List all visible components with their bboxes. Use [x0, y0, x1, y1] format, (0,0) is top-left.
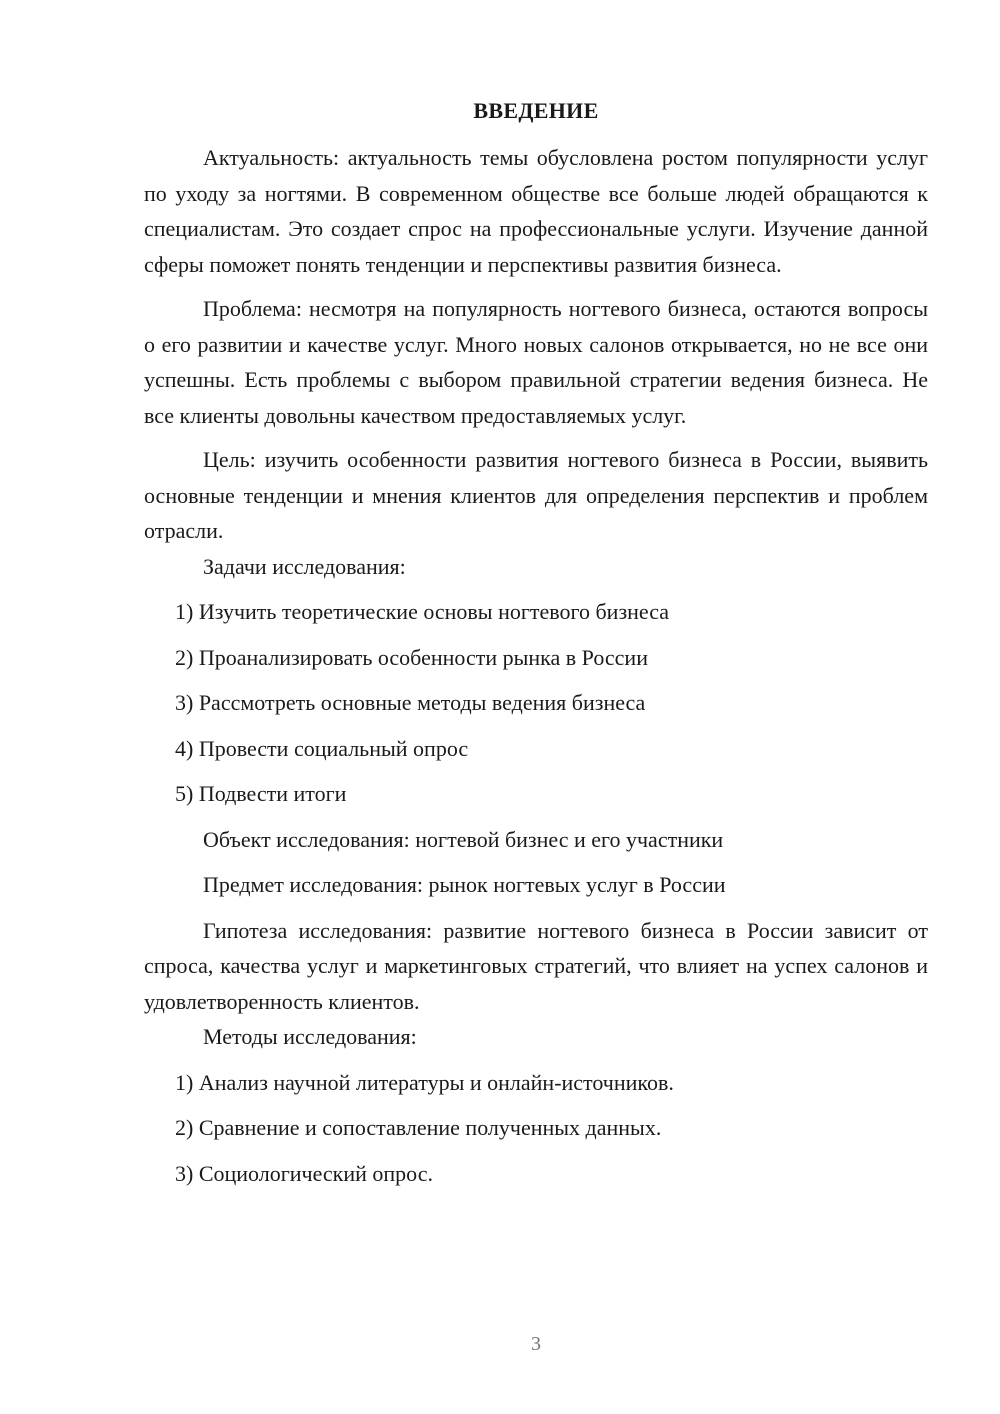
- goal-paragraph: Цель: изучить особенности развития ногтевого бизнеса в России, выявить основные тенденции и мнения клиентов для определения перспектив и проблем отрасли.: [144, 447, 928, 543]
- page-content: [144, 96, 928, 1191]
- task-item-3: 3) Рассмотреть основные методы ведения бизнеса: [175, 690, 646, 715]
- problem-paragraph: Проблема: несмотря на популярность ногтевого бизнеса, остаются вопросы о его развитии и качестве услуг. Много новых салонов открывается, но не все они успешны. Есть проблемы с выбором правильной стратегии ведения бизнеса. Не все клиенты довольны качеством предоставляемых услуг.: [144, 296, 928, 428]
- page-number: 3: [531, 1333, 541, 1355]
- research-subject: Предмет исследования: рынок ногтевых услуг в России: [203, 872, 726, 897]
- task-item-1: 1) Изучить теоретические основы ногтевого бизнеса: [175, 599, 670, 624]
- method-item-3: 3) Социологический опрос.: [175, 1160, 433, 1186]
- methods-title: Методы исследования:: [203, 1024, 417, 1049]
- task-item-2: 2) Проанализировать особенности рынка в России: [175, 644, 648, 670]
- hypothesis-paragraph: Гипотеза исследования: развитие ногтевого бизнеса в России зависит от спроса, качества услуг и маркетинговых стратегий, что влияет на успех салонов и удовлетворенность клиентов.: [144, 917, 928, 1014]
- section-heading: ВВЕДЕНИЕ: [473, 98, 599, 123]
- relevance-paragraph: Актуальность: актуальность темы обусловлена ростом популярности услуг по уходу за ногтями. В современном обществе все больше людей обращаются к специалистам. Это создает спрос на профессиональные услуги. Изучение данной сферы поможет понять тенденции и перспективы развития бизнеса.: [144, 145, 928, 277]
- tasks-title: Задачи исследования:: [203, 553, 406, 579]
- research-object: Объект исследования: ногтевой бизнес и его участники: [203, 826, 724, 852]
- task-item-4: 4) Провести социальный опрос: [175, 735, 469, 761]
- method-item-1: 1) Анализ научной литературы и онлайн-источников.: [175, 1069, 674, 1095]
- task-item-5: 5) Подвести итоги: [175, 781, 347, 806]
- method-item-2: 2) Сравнение и сопоставление полученных данных.: [175, 1115, 662, 1140]
